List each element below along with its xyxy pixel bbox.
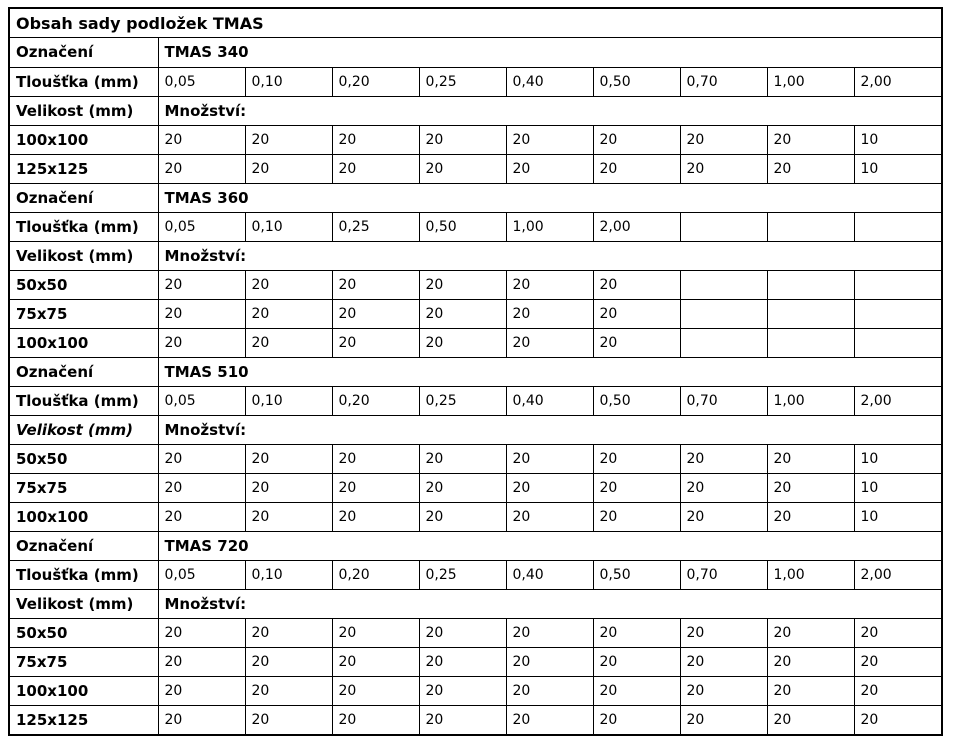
quantity-cell: 20 [419, 502, 506, 531]
thickness-cell: 0,40 [506, 560, 593, 589]
quantity-cell: 20 [419, 444, 506, 473]
quantity-cell: 20 [767, 502, 854, 531]
thickness-row [10, 560, 942, 589]
quantity-cell: 20 [506, 676, 593, 705]
table-row [10, 328, 942, 357]
designation-label: Označení [10, 183, 158, 212]
thickness-cell: 0,20 [332, 560, 419, 589]
quantity-cell: 20 [767, 618, 854, 647]
quantity-cell: 20 [506, 473, 593, 502]
size-cell: 100x100 [10, 125, 158, 154]
contents-table [10, 38, 942, 734]
quantity-cell: 20 [854, 705, 942, 734]
quantity-cell: 20 [680, 154, 767, 183]
thickness-cell: 2,00 [854, 67, 942, 96]
quantity-cell: 20 [593, 473, 680, 502]
quantity-cell: 20 [158, 676, 245, 705]
quantity-cell: 20 [332, 299, 419, 328]
thickness-cell: 0,25 [419, 386, 506, 415]
quantity-cell: 20 [506, 705, 593, 734]
quantity-cell: 20 [506, 502, 593, 531]
quantity-cell: 20 [158, 444, 245, 473]
thickness-cell: 0,50 [419, 212, 506, 241]
designation-label: Označení [10, 531, 158, 560]
quantity-cell: 10 [854, 154, 942, 183]
size-cell: 75x75 [10, 647, 158, 676]
quantity-cell: 20 [680, 444, 767, 473]
quantity-cell: 20 [245, 676, 332, 705]
thickness-cell: 0,05 [158, 560, 245, 589]
thickness-cell [680, 212, 767, 241]
thickness-cell: 0,20 [332, 386, 419, 415]
size-cell: 125x125 [10, 705, 158, 734]
quantity-label: Množství: [158, 415, 942, 444]
thickness-cell: 0,40 [506, 67, 593, 96]
quantity-cell: 20 [680, 473, 767, 502]
quantity-cell: 20 [158, 328, 245, 357]
thickness-cell: 0,10 [245, 212, 332, 241]
size-label: Velikost (mm) [10, 241, 158, 270]
quantity-cell: 20 [680, 502, 767, 531]
designation-row [10, 38, 942, 67]
quantity-cell: 20 [332, 705, 419, 734]
quantity-cell: 20 [767, 473, 854, 502]
quantity-cell: 20 [680, 618, 767, 647]
thickness-cell: 0,50 [593, 560, 680, 589]
quantity-cell [854, 299, 942, 328]
thickness-cell: 0,40 [506, 386, 593, 415]
size-label: Velikost (mm) [10, 589, 158, 618]
thickness-cell: 0,50 [593, 386, 680, 415]
table-row [10, 676, 942, 705]
quantity-cell: 20 [593, 618, 680, 647]
size-cell: 50x50 [10, 618, 158, 647]
quantity-cell: 20 [506, 270, 593, 299]
size-header-row [10, 241, 942, 270]
table-title: Obsah sady podložek TMAS [10, 9, 941, 38]
quantity-cell: 10 [854, 444, 942, 473]
set-code: TMAS 340 [158, 38, 942, 67]
quantity-cell: 20 [332, 328, 419, 357]
table-row [10, 502, 942, 531]
quantity-cell: 20 [332, 473, 419, 502]
thickness-cell: 0,10 [245, 386, 332, 415]
quantity-cell: 20 [158, 705, 245, 734]
size-label: Velikost (mm) [10, 96, 158, 125]
thickness-cell: 0,05 [158, 212, 245, 241]
quantity-cell: 20 [767, 705, 854, 734]
quantity-cell: 20 [419, 705, 506, 734]
thickness-cell: 1,00 [767, 386, 854, 415]
thickness-cell: 1,00 [767, 67, 854, 96]
quantity-cell: 20 [419, 328, 506, 357]
quantity-cell: 20 [854, 647, 942, 676]
quantity-cell: 20 [158, 299, 245, 328]
quantity-cell: 20 [593, 328, 680, 357]
thickness-label: Tloušťka (mm) [10, 212, 158, 241]
table-row [10, 154, 942, 183]
quantity-cell: 20 [593, 444, 680, 473]
quantity-cell: 20 [854, 676, 942, 705]
quantity-cell: 20 [245, 502, 332, 531]
set-code: TMAS 510 [158, 357, 942, 386]
quantity-cell: 20 [506, 647, 593, 676]
table-body [10, 38, 942, 734]
quantity-cell: 20 [506, 444, 593, 473]
quantity-cell [680, 328, 767, 357]
table-row [10, 618, 942, 647]
quantity-cell: 20 [680, 705, 767, 734]
quantity-cell: 20 [245, 328, 332, 357]
quantity-cell: 20 [767, 444, 854, 473]
quantity-cell: 20 [593, 270, 680, 299]
quantity-cell: 20 [158, 154, 245, 183]
quantity-cell [854, 270, 942, 299]
thickness-cell: 0,20 [332, 67, 419, 96]
table-row [10, 444, 942, 473]
quantity-cell: 20 [419, 299, 506, 328]
thickness-cell: 0,25 [419, 67, 506, 96]
quantity-cell: 10 [854, 473, 942, 502]
quantity-cell: 20 [419, 618, 506, 647]
quantity-cell: 10 [854, 502, 942, 531]
quantity-cell: 20 [767, 125, 854, 154]
quantity-cell: 20 [332, 618, 419, 647]
quantity-cell: 20 [158, 473, 245, 502]
quantity-label: Množství: [158, 241, 942, 270]
designation-label: Označení [10, 38, 158, 67]
thickness-row [10, 67, 942, 96]
size-cell: 50x50 [10, 444, 158, 473]
quantity-cell: 20 [767, 676, 854, 705]
quantity-cell: 20 [419, 154, 506, 183]
thickness-cell: 1,00 [506, 212, 593, 241]
quantity-cell: 20 [245, 444, 332, 473]
thickness-cell: 0,05 [158, 67, 245, 96]
designation-row [10, 531, 942, 560]
thickness-cell: 0,25 [332, 212, 419, 241]
quantity-cell: 20 [506, 154, 593, 183]
thickness-cell: 2,00 [854, 560, 942, 589]
thickness-cell [767, 212, 854, 241]
quantity-cell: 20 [158, 618, 245, 647]
quantity-cell: 20 [854, 618, 942, 647]
thickness-label: Tloušťka (mm) [10, 67, 158, 96]
quantity-cell: 20 [680, 647, 767, 676]
table-row [10, 473, 942, 502]
thickness-cell: 2,00 [854, 386, 942, 415]
quantity-label: Množství: [158, 96, 942, 125]
size-cell: 100x100 [10, 502, 158, 531]
quantity-cell: 20 [419, 270, 506, 299]
thickness-cell: 0,70 [680, 560, 767, 589]
quantity-cell: 20 [419, 676, 506, 705]
thickness-row [10, 212, 942, 241]
quantity-cell: 10 [854, 125, 942, 154]
size-cell: 75x75 [10, 473, 158, 502]
quantity-cell: 20 [332, 154, 419, 183]
quantity-cell: 20 [332, 444, 419, 473]
thickness-cell: 0,25 [419, 560, 506, 589]
tmas-shim-set-table [8, 7, 943, 736]
thickness-cell: 0,70 [680, 67, 767, 96]
quantity-cell: 20 [332, 676, 419, 705]
quantity-cell: 20 [593, 154, 680, 183]
quantity-cell: 20 [245, 705, 332, 734]
size-cell: 125x125 [10, 154, 158, 183]
thickness-cell: 0,10 [245, 560, 332, 589]
thickness-cell [854, 212, 942, 241]
size-cell: 100x100 [10, 328, 158, 357]
quantity-cell: 20 [158, 270, 245, 299]
quantity-cell: 20 [593, 647, 680, 676]
quantity-cell: 20 [245, 154, 332, 183]
quantity-cell: 20 [680, 125, 767, 154]
thickness-cell: 2,00 [593, 212, 680, 241]
size-cell: 100x100 [10, 676, 158, 705]
table-row [10, 125, 942, 154]
quantity-cell: 20 [332, 502, 419, 531]
table-row [10, 647, 942, 676]
thickness-label: Tloušťka (mm) [10, 386, 158, 415]
quantity-cell: 20 [593, 299, 680, 328]
quantity-cell: 20 [158, 647, 245, 676]
quantity-cell: 20 [245, 473, 332, 502]
size-cell: 50x50 [10, 270, 158, 299]
quantity-cell: 20 [332, 125, 419, 154]
quantity-cell [767, 328, 854, 357]
quantity-cell: 20 [506, 299, 593, 328]
quantity-cell [767, 299, 854, 328]
table-row [10, 705, 942, 734]
quantity-cell: 20 [245, 125, 332, 154]
quantity-cell: 20 [419, 473, 506, 502]
set-code: TMAS 720 [158, 531, 942, 560]
thickness-cell: 0,70 [680, 386, 767, 415]
designation-label: Označení [10, 357, 158, 386]
quantity-cell: 20 [419, 125, 506, 154]
size-label: Velikost (mm) [10, 415, 158, 444]
quantity-cell: 20 [506, 328, 593, 357]
quantity-label: Množství: [158, 589, 942, 618]
quantity-cell: 20 [767, 154, 854, 183]
quantity-cell: 20 [245, 299, 332, 328]
quantity-cell: 20 [593, 502, 680, 531]
set-code: TMAS 360 [158, 183, 942, 212]
quantity-cell: 20 [245, 618, 332, 647]
quantity-cell: 20 [245, 647, 332, 676]
size-cell: 75x75 [10, 299, 158, 328]
quantity-cell: 20 [593, 705, 680, 734]
quantity-cell: 20 [245, 270, 332, 299]
thickness-cell: 0,50 [593, 67, 680, 96]
thickness-cell: 0,10 [245, 67, 332, 96]
quantity-cell: 20 [680, 676, 767, 705]
quantity-cell [680, 299, 767, 328]
quantity-cell [854, 328, 942, 357]
quantity-cell: 20 [158, 125, 245, 154]
table-row [10, 299, 942, 328]
thickness-row [10, 386, 942, 415]
quantity-cell: 20 [158, 502, 245, 531]
designation-row [10, 183, 942, 212]
thickness-cell: 1,00 [767, 560, 854, 589]
table-row [10, 270, 942, 299]
thickness-cell: 0,05 [158, 386, 245, 415]
designation-row [10, 357, 942, 386]
size-header-row [10, 589, 942, 618]
size-header-row [10, 96, 942, 125]
quantity-cell: 20 [767, 647, 854, 676]
quantity-cell: 20 [332, 647, 419, 676]
thickness-label: Tloušťka (mm) [10, 560, 158, 589]
quantity-cell [767, 270, 854, 299]
quantity-cell: 20 [506, 125, 593, 154]
quantity-cell [680, 270, 767, 299]
quantity-cell: 20 [593, 676, 680, 705]
size-header-row [10, 415, 942, 444]
quantity-cell: 20 [506, 618, 593, 647]
quantity-cell: 20 [332, 270, 419, 299]
quantity-cell: 20 [593, 125, 680, 154]
quantity-cell: 20 [419, 647, 506, 676]
